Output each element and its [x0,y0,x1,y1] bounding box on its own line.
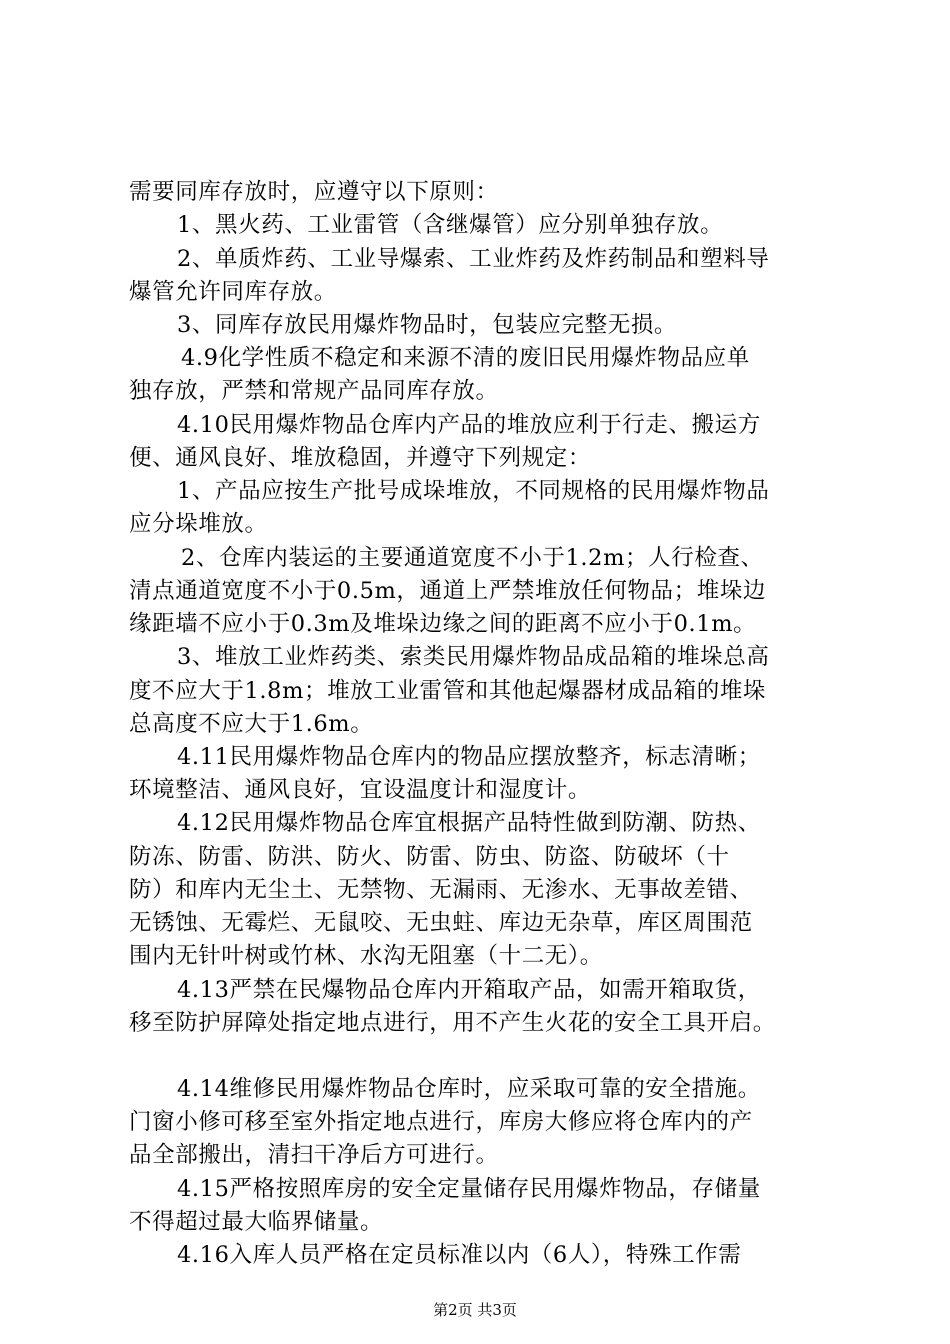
text-line: 2、单质炸药、工业导爆索、工业炸药及炸药制品和塑料导 [177,246,770,272]
text-line: 清点通道宽度不小于0.5m，通道上严禁堆放任何物品；堆垛边 [129,578,767,604]
text-line: 4.14维修民用爆炸物品仓库时，应采取可靠的安全措施。 [177,1076,761,1102]
text-line: 爆管允许同库存放。 [129,279,337,305]
text-line: 移至防护屏障处指定地点进行，用不产生火花的安全工具开启。 [129,1010,776,1036]
text-line: 环境整洁、通风良好，宜设温度计和湿度计。 [129,777,592,803]
page-footer: 第2页 共3页 [433,1301,517,1319]
text-line: 4.9化学性质不稳定和来源不清的废旧民用爆炸物品应单 [181,345,750,371]
text-line: 3、堆放工业炸药类、索类民用爆炸物品成品箱的堆垛总高 [177,644,770,670]
text-line: 4.12民用爆炸物品仓库宜根据产品特性做到防潮、防热、 [177,810,761,836]
text-line: 4.10民用爆炸物品仓库内产品的堆放应利于行走、搬运方 [177,412,761,438]
text-line: 防）和库内无尘土、无禁物、无漏雨、无渗水、无事故差错、 [129,877,753,903]
text-line: 缘距墙不应小于0.3m及堆垛边缘之间的距离不应小于0.1m。 [129,611,757,637]
text-line: 需要同库存放时，应遵守以下原则： [129,179,499,205]
text-line: 4.15严格按照库房的安全定量储存民用爆炸物品，存储量 [177,1176,761,1202]
text-line: 1、黑火药、工业雷管（含继爆管）应分别单独存放。 [177,212,724,238]
text-line: 无锈蚀、无霉烂、无鼠咬、无虫蛀、库边无杂草，库区周围范 [129,910,753,936]
text-line: 4.11民用爆炸物品仓库内的物品应摆放整齐，标志清晰； [177,744,761,770]
text-line: 品全部搬出，清扫干净后方可进行。 [129,1142,499,1168]
text-line: 2、仓库内装运的主要通道宽度不小于1.2m；人行检查、 [181,545,764,571]
text-line: 不得超过最大临界储量。 [129,1209,384,1235]
text-line: 4.16入库人员严格在定员标准以内（6人），特殊工作需 [177,1242,742,1268]
text-line: 防冻、防雷、防洪、防火、防雷、防虫、防盗、防破坏（十 [129,844,730,870]
text-line: 门窗小修可移至室外指定地点进行，库房大修应将仓库内的产 [129,1109,753,1135]
text-line: 围内无针叶树或竹林、水沟无阻塞（十二无）。 [129,943,603,969]
text-line: 总高度不应大于1.6m。 [129,711,374,737]
text-line: 4.13严禁在民爆物品仓库内开箱取产品，如需开箱取货， [177,977,761,1003]
text-line: 度不应大于1.8m；堆放工业雷管和其他起爆器材成品箱的堆垛 [129,678,767,704]
text-line: 3、同库存放民用爆炸物品时，包装应完整无损。 [177,312,678,338]
text-line: 1、产品应按生产批号成垛堆放，不同规格的民用爆炸物品 [177,478,770,504]
text-line: 独存放，严禁和常规产品同库存放。 [129,378,499,404]
text-line: 便、通风良好、堆放稳固，并遵守下列规定： [129,445,592,471]
text-line: 应分垛堆放。 [129,511,268,537]
